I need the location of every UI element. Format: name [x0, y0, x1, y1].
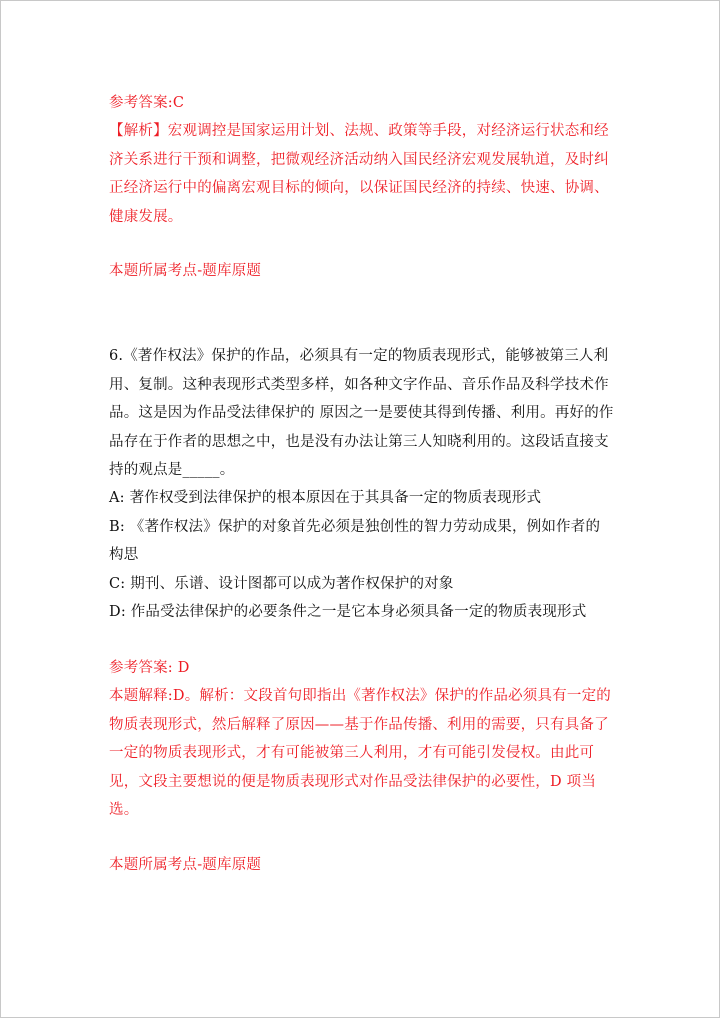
option-d: D: 作品受法律保护的必要条件之一是它本身必须具备一定的物质表现形式 [109, 604, 587, 621]
stem-line: 品存在于作者的思想之中，也是没有办法让第三人知晓利用的。这段话直接支 [109, 433, 609, 450]
q5-topic [109, 257, 619, 286]
explanation-line: 见，文段主要想说的便是物质表现形式对作品受法律保护的必要性，D 项当 [109, 773, 597, 790]
stem-line: 持的观点是_____。 [109, 462, 235, 479]
option-b-line: 构思 [109, 547, 139, 564]
analysis-line: 【解析】宏观调控是国家运用计划、法规、政策等手段，对经济运行状态和经 [109, 123, 609, 139]
q5-answer-label [109, 89, 619, 118]
option-b-line: B: 《著作权法》保护的对象首先必须是独创性的智力劳动成果，例如作者的 [109, 518, 601, 535]
q6-topic [109, 851, 619, 880]
stem-line: 用、复制。这种表现形式类型多样，如各种文字作品、音乐作品及科学技术作 [109, 376, 609, 393]
explanation-line: 本题解释:D。解析：文段首句即指出《著作权法》保护的作品必须具有一定的 [109, 688, 612, 704]
analysis-line: 正经济运行中的偏离宏观目标的倾向，以保证国民经济的持续、快速、协调、 [109, 180, 609, 197]
answer-label-text: 参考答案:C [109, 95, 185, 111]
q5-analysis [109, 117, 619, 231]
q6-explanation [109, 682, 619, 825]
explanation-line: 选。 [109, 802, 139, 819]
analysis-line: 健康发展。 [109, 208, 183, 225]
q6-stem [109, 342, 619, 485]
answer-label-text: 参考答案: D [109, 660, 190, 676]
explanation-line: 物质表现形式，然后解释了原因——基于作品传播、利用的需要，只有具备了 [109, 716, 609, 733]
explanation-line: 一定的物质表现形式，才有可能被第三人利用，才有可能引发侵权。由此可 [109, 745, 595, 762]
topic-text: 本题所属考点-题库原题 [109, 857, 262, 873]
stem-line: 6.《著作权法》保护的作品，必须具有一定的物质表现形式，能够被第三人利 [109, 348, 609, 364]
option-c: C: 期刊、乐谱、设计图都可以成为著作权保护的对象 [109, 575, 454, 592]
topic-text: 本题所属考点-题库原题 [109, 263, 262, 279]
q6-options [109, 484, 619, 627]
q6-answer-label [109, 654, 619, 683]
stem-line: 品。这是因为作品受法律保护的 原因之一是要使其得到传播、利用。再好的作 [109, 405, 614, 422]
option-a: A: 著作权受到法律保护的根本原因在于其具备一定的物质表现形式 [109, 490, 542, 506]
analysis-line: 济关系进行干预和调整，把微观经济活动纳入国民经济宏观发展轨道，及时纠 [109, 151, 609, 168]
